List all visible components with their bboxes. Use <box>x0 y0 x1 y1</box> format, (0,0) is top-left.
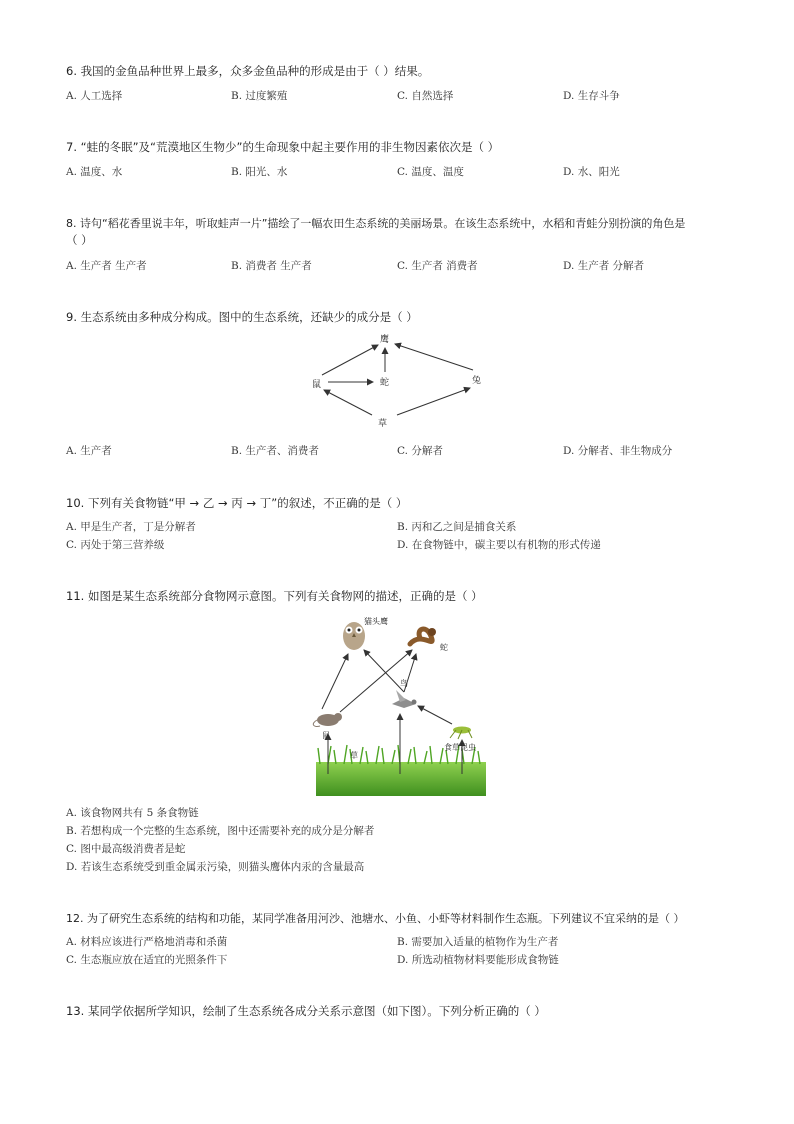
q6-option-a: A. 人工选择 <box>66 90 123 102</box>
q11-option-a: A. 该食物网共有 5 条食物链 <box>66 807 199 819</box>
q9-option-a: A. 生产者 <box>66 445 112 457</box>
q9-food-web-diagram <box>300 330 500 430</box>
arrow-mouse-to-eagle <box>322 345 378 375</box>
label-owl: 猫头鹰 <box>364 617 388 626</box>
q12-option-a: A. 材料应该进行严格地消毒和杀菌 <box>66 936 228 948</box>
label-insect: 食草昆虫 <box>444 743 476 752</box>
question-11-stem: 11. 如图是某生态系统部分食物网示意图。下列有关食物网的描述，正确的是（ ） <box>66 589 483 603</box>
snake-image <box>410 628 436 644</box>
q9-option-d: D. 分解者、非生物成分 <box>563 445 673 457</box>
grasshopper-image <box>450 727 472 740</box>
q7-option-c: C. 温度、温度 <box>397 166 464 178</box>
label-snake: 蛇 <box>440 643 448 652</box>
question-8-stem-line2: （ ） <box>66 233 93 247</box>
q10-option-a: A. 甲是生产者，丁是分解者 <box>66 521 196 533</box>
question-10-stem: 10. 下列有关食物链“甲 → 乙 → 丙 → 丁”的叙述，不正确的是（ ） <box>66 496 408 510</box>
q11-option-d: D. 若该生态系统受到重金属汞污染，则猫头鹰体内汞的含量最高 <box>66 861 365 873</box>
question-12-stem: 12. 为了研究生态系统的结构和功能，某同学准备用河沙、池塘水、小鱼、小虾等材料制作生态瓶。下列建议不宜采纳的是（ ） <box>66 912 685 925</box>
q11-food-web-diagram <box>312 612 492 798</box>
q8-option-c: C. 生产者 消费者 <box>397 260 478 272</box>
q11-option-c: C. 图中最高级消费者是蛇 <box>66 843 186 855</box>
q7-option-d: D. 水、阳光 <box>563 166 620 178</box>
q8-option-b: B. 消费者 生产者 <box>231 260 312 272</box>
q10-option-b: B. 丙和乙之间是捕食关系 <box>397 521 517 533</box>
label-mouse: 鼠 <box>322 731 330 740</box>
q11-option-b: B. 若想构成一个完整的生态系统，图中还需要补充的成分是分解者 <box>66 825 375 837</box>
bird-image <box>392 690 417 708</box>
owl-image <box>343 622 365 650</box>
q9-option-b: B. 生产者、消费者 <box>231 445 319 457</box>
question-6-stem: 6. 我国的金鱼品种世界上最多，众多金鱼品种的形成是由于（ ）结果。 <box>66 64 430 78</box>
q12-option-d: D. 所选动植物材料要能形成食物链 <box>397 954 559 966</box>
arrow-grass-to-mouse <box>324 390 372 415</box>
question-9-stem: 9. 生态系统由多种成分构成。图中的生态系统，还缺少的成分是（ ） <box>66 310 418 324</box>
label-rabbit: 兔 <box>472 376 482 386</box>
label-bird: 鸟 <box>400 679 408 688</box>
label-eagle: 鹰 <box>380 335 390 345</box>
arrow-grass-to-rabbit <box>397 388 470 415</box>
question-8-stem-line1: 8. 诗句“稻花香里说丰年，听取蛙声一片”描绘了一幅农田生态系统的美丽场景。在该生态系统中，水稻和青蛙分别扮演的角色是 <box>66 217 686 230</box>
q6-option-b: B. 过度繁殖 <box>231 90 288 102</box>
label-grass: 草 <box>378 419 388 429</box>
q9-option-c: C. 分解者 <box>397 445 443 457</box>
question-13-stem: 13. 某同学依据所学知识，绘制了生态系统各成分关系示意图（如下图）。下列分析正确的（ ） <box>66 1004 546 1018</box>
q8-option-a: A. 生产者 生产者 <box>66 260 147 272</box>
arrow-rabbit-to-eagle <box>395 344 473 370</box>
q6-option-d: D. 生存斗争 <box>563 90 620 102</box>
q12-option-c: C. 生态瓶应放在适宜的光照条件下 <box>66 954 228 966</box>
q7-option-b: B. 阳光、水 <box>231 166 288 178</box>
q12-option-b: B. 需要加入适量的植物作为生产者 <box>397 936 559 948</box>
label-grass: 草 <box>350 751 358 760</box>
mouse-image <box>313 713 342 727</box>
grass-image <box>316 762 486 796</box>
label-mouse: 鼠 <box>312 380 322 390</box>
q9-food-web-svg <box>300 330 500 430</box>
q8-option-d: D. 生产者 分解者 <box>563 260 645 272</box>
q11-food-web-svg <box>312 612 492 798</box>
question-7-stem: 7. “蛙的冬眠”及“荒漠地区生物少”的生命现象中起主要作用的非生物因素依次是（ ） <box>66 140 500 154</box>
q7-option-a: A. 温度、水 <box>66 166 123 178</box>
q6-option-c: C. 自然选择 <box>397 90 454 102</box>
q10-option-c: C. 丙处于第三营养级 <box>66 539 165 551</box>
label-snake: 蛇 <box>380 378 390 388</box>
q10-option-d: D. 在食物链中，碳主要以有机物的形式传递 <box>397 539 601 551</box>
